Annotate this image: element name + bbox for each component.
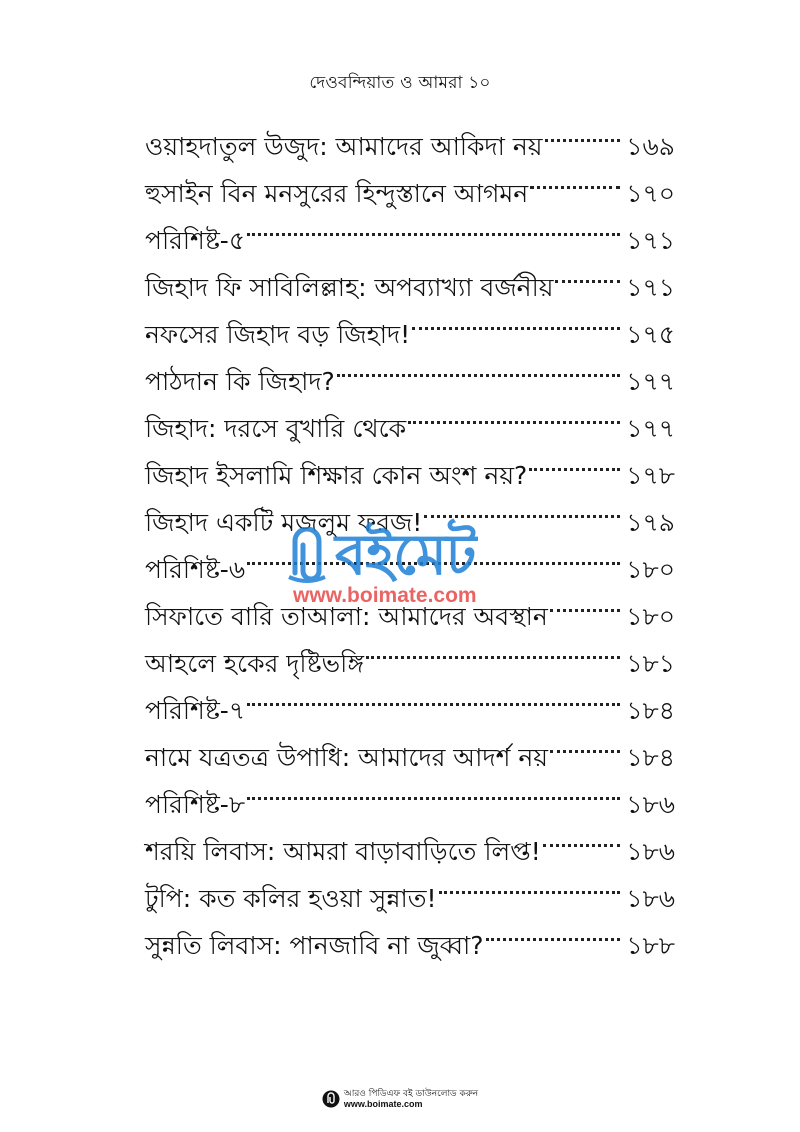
- boimate-logo-icon: [322, 1090, 340, 1108]
- toc-dot-leader: [337, 343, 621, 390]
- footer-url: www.boimate.com: [343, 1099, 423, 1109]
- toc-dot-leader: [424, 484, 620, 531]
- toc-dot-leader: [543, 813, 621, 860]
- toc-entry-title: সুন্নতি লিবাস: পানজাবি না জুব্বা?: [145, 931, 484, 960]
- watermark-url: www.boimate.com: [293, 584, 477, 607]
- toc-entry-title: হুসাইন বিন মনসুরের হিন্দুস্তানে আগমন: [145, 179, 529, 208]
- toc-entry-title: পরিশিষ্ট-৮: [145, 790, 246, 819]
- toc-entry-title: পরিশিষ্ট-৬: [145, 555, 246, 584]
- toc-dot-leader: [247, 531, 620, 578]
- toc-dot-leader: [247, 672, 620, 719]
- toc-entry-page: ১৭১: [626, 226, 675, 255]
- toc-entry: [145, 108, 675, 161]
- toc-entry-page: ১৮৪: [626, 696, 675, 725]
- toc-entry-title: নামে যত্রতত্র উপাধি: আমাদের আদর্শ নয়: [145, 743, 548, 772]
- toc-dot-leader: [529, 437, 620, 484]
- toc-entry-title: ওয়াহদাতুল উজুদ: আমাদের আকিদা নয়: [145, 132, 543, 161]
- toc-entry-title: জিহাদ ইসলামি শিক্ষার কোন অংশ নয়?: [145, 461, 528, 490]
- toc-dot-leader: [486, 907, 621, 954]
- toc-entry-page: ১৮০: [626, 555, 675, 584]
- toc-entry-page: ১৭০: [626, 179, 675, 208]
- toc-entry-page: ১৭৭: [626, 414, 675, 443]
- toc-entry-title: আহলে হকের দৃষ্টিভঙ্গি: [145, 649, 364, 678]
- toc-entry-title: পাঠদান কি জিহাদ?: [145, 367, 335, 396]
- toc-entry-title: পরিশিষ্ট-৭: [145, 696, 246, 725]
- footer-download-text: আরও পিডিএফ বই ডাউনলোড করুন: [343, 1089, 479, 1099]
- toc-entry-page: ১৮৬: [626, 884, 675, 913]
- toc-entry-page: ১৭৫: [626, 320, 675, 349]
- toc-entry-page: ১৭৮: [626, 461, 675, 490]
- toc-dot-leader: [550, 719, 620, 766]
- toc-entry-title: জিহাদ ফি সাবিলিল্লাহ: অপব্যাখ্যা বর্জনীয়: [145, 273, 554, 302]
- toc-entry-page: ১৬৯: [626, 132, 675, 161]
- watermark-logo-text: বইমেট: [335, 523, 476, 588]
- toc-entry-title: সিফাতে বারি তাআলা: আমাদের অবস্থান: [145, 602, 548, 631]
- toc-dot-leader: [555, 249, 620, 296]
- toc-dot-leader: [366, 625, 620, 672]
- toc-dot-leader: [412, 296, 620, 343]
- toc-entry-title: নফসের জিহাদ বড় জিহাদ!: [145, 320, 411, 349]
- toc-entry-page: ১৭৭: [626, 367, 675, 396]
- toc-entry-title: জিহাদ একটি মজলুম ফরজ!: [145, 508, 423, 537]
- toc-dot-leader: [408, 390, 620, 437]
- toc-dot-leader: [247, 202, 620, 249]
- toc-dot-leader: [550, 578, 620, 625]
- toc-entry-page: ১৭১: [626, 273, 675, 302]
- table-of-contents: [145, 108, 675, 960]
- toc-dot-leader: [247, 766, 620, 813]
- toc-entry-title: টুপি: কত কলির হওয়া সুন্নাত!: [145, 884, 437, 913]
- toc-dot-leader: [545, 108, 621, 155]
- toc-entry-page: ১৮৪: [626, 743, 675, 772]
- toc-dot-leader: [439, 860, 621, 907]
- toc-entry-title: শরয়ি লিবাস: আমরা বাড়াবাড়িতে লিপ্ত!: [145, 837, 541, 866]
- toc-entry-page: ১৮৬: [626, 790, 675, 819]
- toc-dot-leader: [530, 155, 620, 202]
- toc-entry-page: ১৮৬: [626, 837, 675, 866]
- toc-entry-page: ১৭৯: [626, 508, 675, 537]
- toc-entry-page: ১৮১: [626, 649, 675, 678]
- page-footer: [0, 1089, 800, 1109]
- toc-entry-title: পরিশিষ্ট-৫: [145, 226, 246, 255]
- toc-entry-page: ১৮০: [626, 602, 675, 631]
- toc-entry-title: জিহাদ: দরসে বুখারি থেকে: [145, 414, 407, 443]
- running-header: দেওবন্দিয়াত ও আমরা ১০: [309, 73, 491, 93]
- toc-entry-page: ১৮৮: [626, 931, 675, 960]
